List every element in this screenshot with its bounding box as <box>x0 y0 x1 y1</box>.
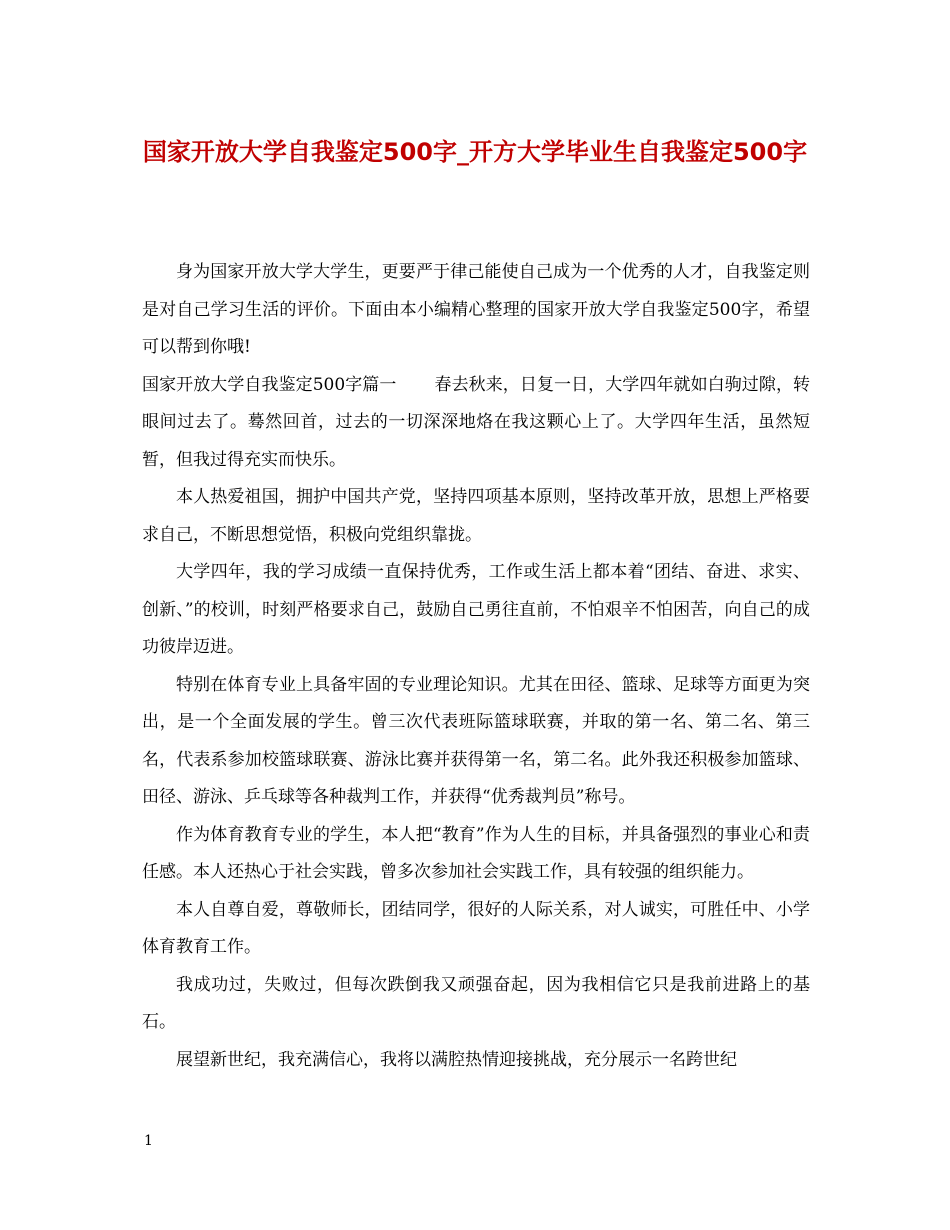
body-paragraph: 本人自尊自爱，尊敬师长，团结同学，很好的人际关系，对人诚实，可胜任中、小学体育教育工作。 <box>142 899 810 957</box>
section-heading: 国家开放大学自我鉴定500字篇一 <box>142 374 397 395</box>
body-paragraph: 大学四年，我的学习成绩一直保持优秀，工作或生活上都本着“团结、奋进、求实、创新、”的校训，时刻严格要求自己，鼓励自己勇往直前，不怕艰辛不怕困苦，向自己的成功彼岸迈进。 <box>142 562 810 657</box>
document-body <box>142 254 810 1079</box>
page-number: 1 <box>144 1133 153 1149</box>
section-first-text: 春去秋来，日复一日，大学四年就如白驹过隙，转眼间过去了。蓦然回首，过去的一切深深地烙在我这颗心上了。大学四年生活，虽然短暂，但我过得充实而快乐。 <box>142 374 811 470</box>
body-paragraph: 我成功过，失败过，但每次跌倒我又顽强奋起，因为我相信它只是我前进路上的基石。 <box>142 974 810 1032</box>
body-paragraph: 特别在体育专业上具备牢固的专业理论知识。尤其在田径、篮球、足球等方面更为突出，是一个全面发展的学生。曾三次代表班际篮球联赛，并取的第一名、第二名、第三名，代表系参加校篮球联赛、游泳比赛并获得第一名，第二名。此外我还积极参加篮球、田径、游泳、乒乓球等各种裁判工作，并获得“优秀裁判员”称号。 <box>142 674 810 807</box>
body-paragraph: 作为体育教育专业的学生，本人把“教育”作为人生的目标，并具备强烈的事业心和责任感。本人还热心于社会实践，曾多次参加社会实践工作，具有较强的组织能力。 <box>142 824 810 882</box>
intro-paragraph: 身为国家开放大学大学生，更要严于律己能使自己成为一个优秀的人才，自我鉴定则是对自己学习生活的评价。下面由本小编精心整理的国家开放大学自我鉴定500字，希望可以帮到你哦! <box>142 262 810 357</box>
body-paragraph: 本人热爱祖国，拥护中国共产党，坚持四项基本原则，坚持改革开放，思想上严格要求自己，不断思想觉悟，积极向党组织靠拢。 <box>142 487 810 545</box>
document-title: 国家开放大学自我鉴定500字_开方大学毕业生自我鉴定500字 <box>142 138 808 166</box>
section-heading-paragraph <box>142 367 810 480</box>
body-paragraph: 展望新世纪，我充满信心，我将以满腔热情迎接挑战，充分展示一名跨世纪 <box>176 1049 737 1070</box>
